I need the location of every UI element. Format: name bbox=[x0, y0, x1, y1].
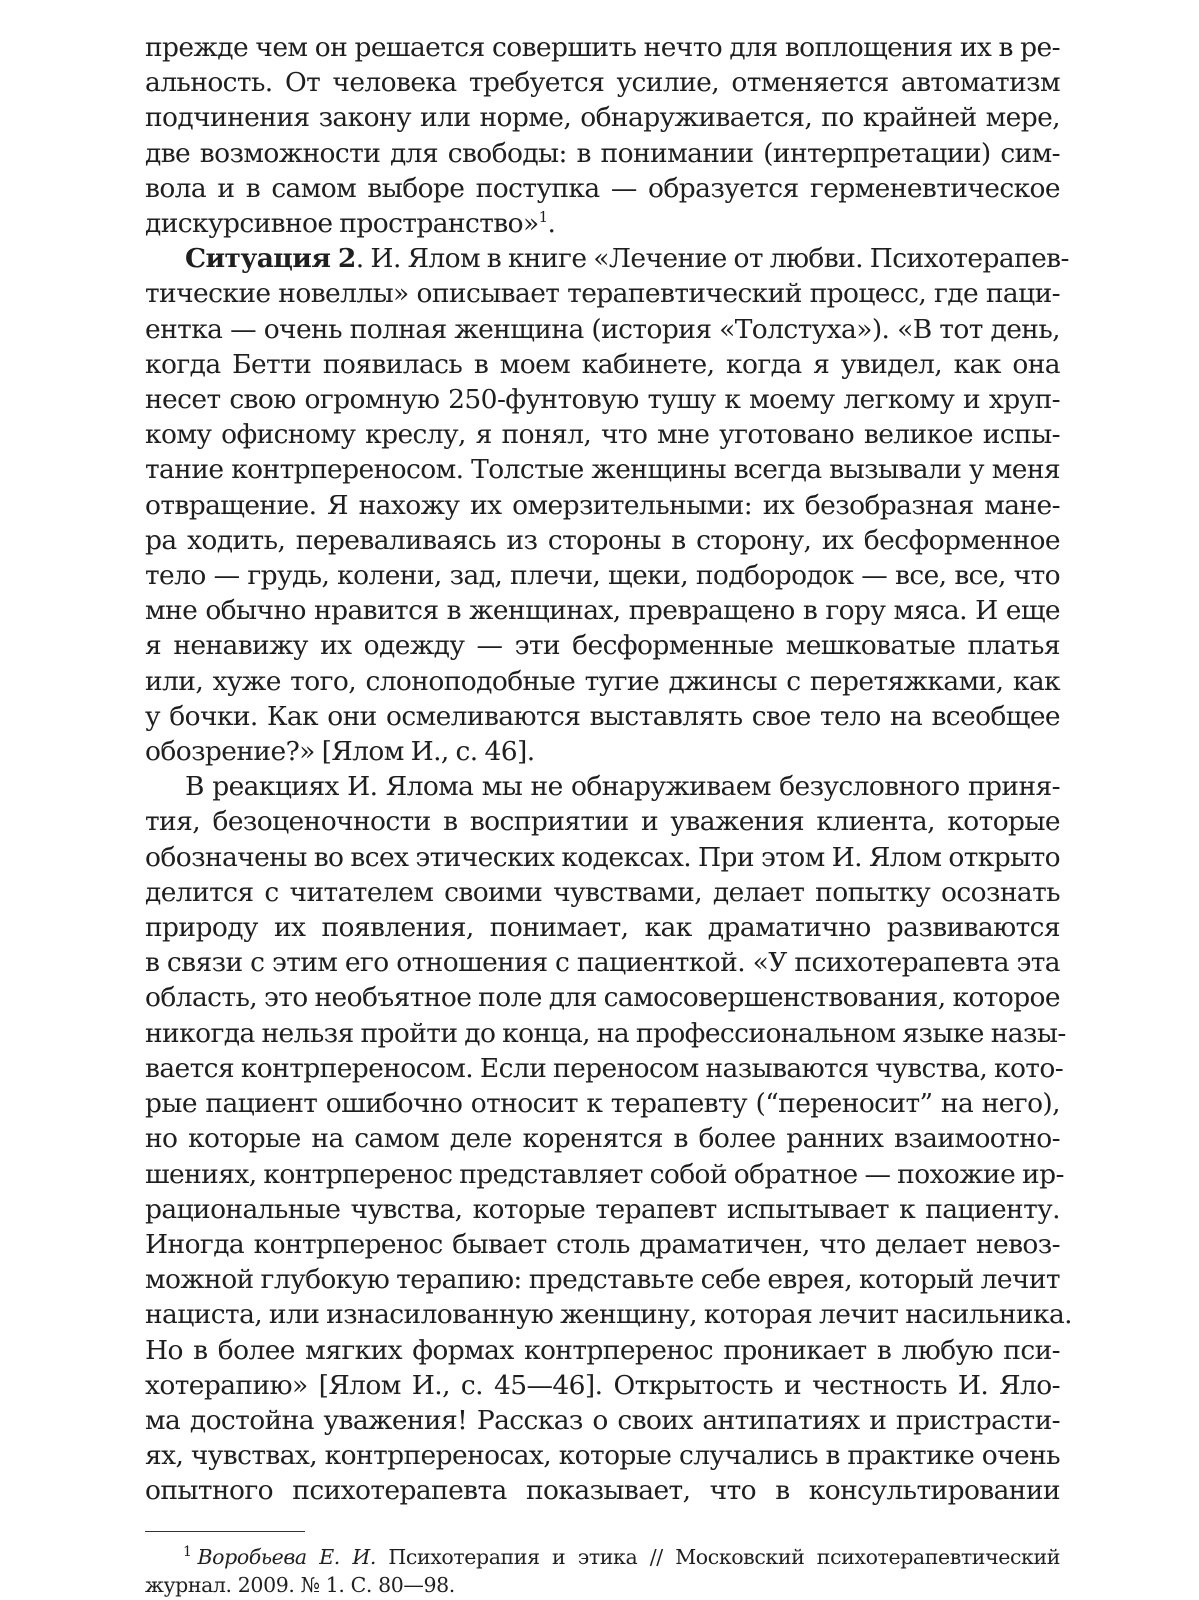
text-line: тия, безоценочности в восприятии и уважения клиента, которые bbox=[145, 806, 1060, 838]
text-line: хотерапию» [Ялом И., с. 45—46]. Открытость и честность И. Яло- bbox=[145, 1369, 1060, 1401]
text-line: подчинения закону или норме, обнаруживается, по крайней мере, bbox=[145, 102, 1060, 134]
text-line: две возможности для свободы: в понимании (интерпретации) сим- bbox=[145, 137, 1060, 169]
text-fragment: . bbox=[547, 208, 556, 240]
text-line: тание контрпереносом. Толстые женщины всегда вызывали у меня bbox=[145, 454, 1060, 486]
text-line: природу их появления, понимает, как драматично развиваются bbox=[145, 912, 1060, 944]
text-line: Но в более мягких формах контрперенос проникает в любую пси- bbox=[145, 1334, 1060, 1366]
text-line: ма достойна уважения! Рассказ о своих антипатиях и пристрасти- bbox=[145, 1404, 1060, 1436]
text-line: область, это необъятное поле для самосовершенствования, которое bbox=[145, 982, 1060, 1014]
text-line: несет свою огромную 250-фунтовую тушу к моему легкому и хруп- bbox=[145, 384, 1060, 416]
text-line: ях, чувствах, контрпереносах, которые случались в практике очень bbox=[145, 1440, 1060, 1472]
text-line: мне обычно нравится в женщинах, превращено в гору мяса. И еще bbox=[145, 595, 1060, 627]
text-line: опытного психотерапевта показывает, что в консультировании bbox=[145, 1475, 1060, 1507]
text-line: нациста, или изнасилованную женщину, которая лечит насильника. bbox=[145, 1299, 1072, 1331]
text-line: ра ходить, переваливаясь из стороны в сторону, их бесформенное bbox=[145, 524, 1060, 556]
text-line: рациональные чувства, которые терапевт испытывает к пациенту. bbox=[145, 1193, 1060, 1225]
footnote-author: Воробьева Е. И. bbox=[197, 1545, 376, 1569]
text-line: Иногда контрперенос бывает столь драматичен, что делает невоз- bbox=[145, 1228, 1060, 1260]
page-content bbox=[145, 30, 1072, 1509]
text-line: кому офисному креслу, я понял, что мне уготовано великое испы- bbox=[145, 419, 1060, 451]
text-line: вается контрпереносом. Если переносом называются чувства, кото- bbox=[145, 1052, 1064, 1084]
text-line: обозначены во всех этических кодексах. При этом И. Ялом открыто bbox=[145, 841, 1060, 873]
text-line bbox=[145, 206, 1060, 241]
text-line: когда Бетти появилась в моем кабинете, когда я увидел, как она bbox=[145, 348, 1060, 380]
text-line: никогда нельзя пройти до конца, на профессиональном языке назы- bbox=[145, 1017, 1066, 1049]
text-line: или, хуже того, слоноподобные тугие джинсы с перетяжками, как bbox=[145, 665, 1060, 697]
footnote-text: Психотерапия и этика // Московский психотерапевтический bbox=[375, 1545, 1060, 1569]
text-line: ентка — очень полная женщина (история «Толстуха»). «В тот день, bbox=[145, 313, 1060, 345]
text-line: у бочки. Как они осмеливаются выставлять свое тело на всеобщее bbox=[145, 700, 1060, 732]
text-fragment: . И. Ялом в книге «Лечение от любви. Психотерапев- bbox=[355, 243, 1069, 275]
paragraph-reactions bbox=[145, 769, 1072, 1508]
footnote bbox=[145, 1543, 1060, 1599]
footnote-line: журнал. 2009. № 1. С. 80—98. bbox=[145, 1573, 455, 1597]
text-line: можной глубокую терапию: представьте себе еврея, который лечит bbox=[145, 1264, 1060, 1296]
text-line bbox=[145, 241, 1069, 276]
footnote-divider bbox=[145, 1531, 305, 1532]
footnote-number: 1 bbox=[183, 1544, 192, 1561]
text-line: делится с читателем своими чувствами, делает попытку осознать bbox=[145, 876, 1060, 908]
text-line: но которые на самом деле коренятся в более ранних взаимоотно- bbox=[145, 1123, 1060, 1155]
text-line: альность. От человека требуется усилие, отменяется автоматизм bbox=[145, 67, 1060, 99]
text-line: обозрение?» [Ялом И., с. 46]. bbox=[145, 736, 535, 768]
situation-label: Ситуация 2 bbox=[185, 243, 356, 275]
text-line: шениях, контрперенос представляет собой обратное — похожие ир- bbox=[145, 1158, 1064, 1190]
text-line: вола и в самом выборе поступка — образуется герменевтическое bbox=[145, 172, 1060, 204]
footnote-reference[interactable]: 1 bbox=[538, 208, 548, 227]
text-line: прежде чем он решается совершить нечто для воплощения их в ре- bbox=[145, 32, 1060, 63]
text-line: тело — грудь, колени, зад, плечи, щеки, подбородок — все, все, что bbox=[145, 560, 1060, 592]
text-line: тические новеллы» описывает терапевтический процесс, где паци- bbox=[145, 278, 1060, 310]
text-line: В реакциях И. Ялома мы не обнаруживаем безусловного приня- bbox=[185, 771, 1060, 803]
footnote-line bbox=[145, 1543, 1060, 1571]
text-line: я ненавижу их одежду — эти бесформенные мешковатые платья bbox=[145, 630, 1060, 662]
paragraph-situation-2 bbox=[145, 241, 1069, 769]
text-line: рые пациент ошибочно относит к терапевту (“переносит” на него), bbox=[145, 1088, 1060, 1120]
paragraph-continuation bbox=[145, 30, 1060, 241]
text-line: в связи с этим его отношения с пациенткой. «У психотерапевта эта bbox=[145, 947, 1060, 979]
text-fragment: дискурсивное пространство» bbox=[145, 208, 539, 240]
text-line: отвращение. Я нахожу их омерзительными: их безобразная мане- bbox=[145, 489, 1060, 521]
